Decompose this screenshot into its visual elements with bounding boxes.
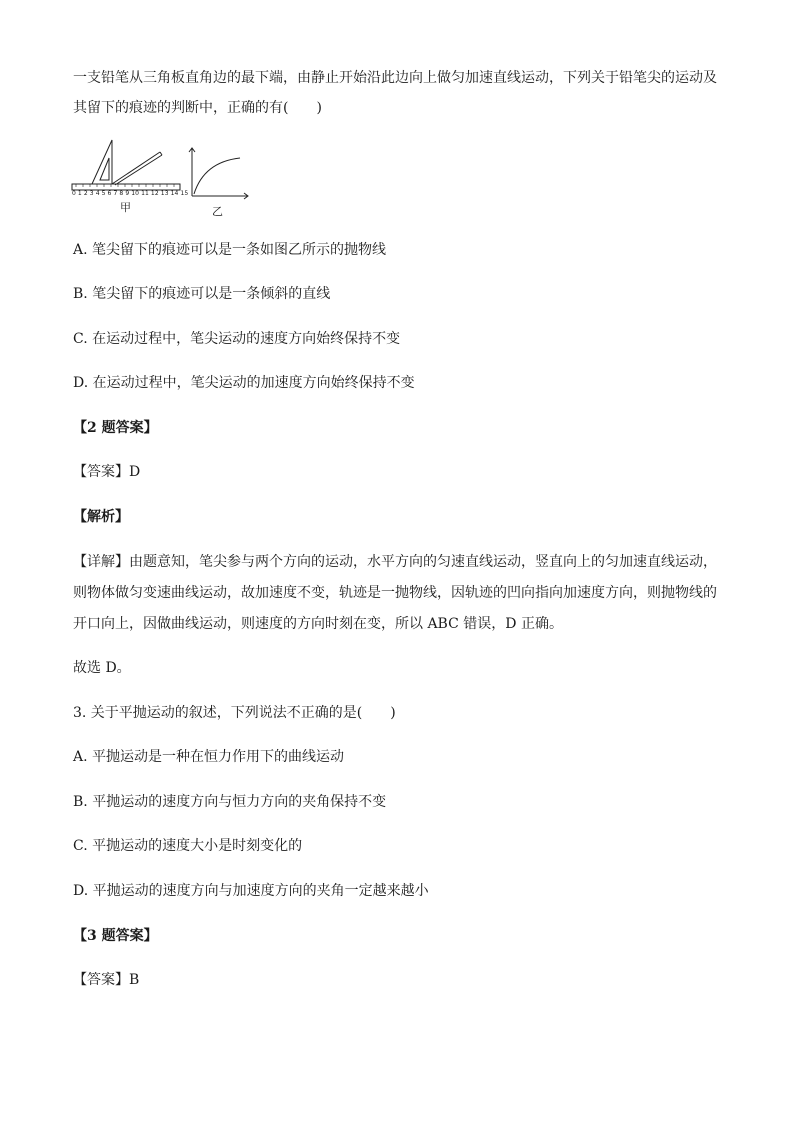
q3-option-c: C. 平抛运动的速度大小是时刻变化的 xyxy=(73,838,303,854)
q2-detail-line1: 【详解】由题意知，笔尖参与两个方向的运动，水平方向的匀速直线运动，竖直向上的匀加速直线运动， xyxy=(73,554,717,570)
triangle-ruler-and-curve-diagram xyxy=(70,138,260,224)
figure-yi-drawing xyxy=(189,148,248,199)
q2-option-b: B. 笔尖留下的痕迹可以是一条倾斜的直线 xyxy=(73,286,331,302)
figure-label-jia: 甲 xyxy=(120,201,131,214)
parabola-curve xyxy=(194,158,240,194)
q2-option-a: A. 笔尖留下的痕迹可以是一条如图乙所示的抛物线 xyxy=(73,242,387,258)
q2-detail-line3: 开口向上，因做曲线运动，则速度的方向时刻在变，所以 ABC 错误，D 正确。 xyxy=(73,616,563,632)
q2-figure xyxy=(70,138,260,224)
q2-option-c: C. 在运动过程中，笔尖运动的速度方向始终保持不变 xyxy=(73,331,401,347)
q2-option-d: D. 在运动过程中，笔尖运动的加速度方向始终保持不变 xyxy=(73,375,415,391)
figure-jia-drawing xyxy=(72,140,180,190)
q3-option-a: A. 平抛运动是一种在恒力作用下的曲线运动 xyxy=(73,749,345,765)
ruler-scale-numbers: 0 1 2 3 4 5 6 7 8 9 10 11 12 13 14 15 xyxy=(72,190,189,197)
q2-stem-line1: 一支铅笔从三角板直角边的最下端，由静止开始沿此边向上做匀加速直线运动，下列关于铅笔尖的运动及 xyxy=(73,70,717,86)
q3-option-d: D. 平抛运动的速度方向与加速度方向的夹角一定越来越小 xyxy=(73,883,429,899)
q2-analysis-header: 【解析】 xyxy=(73,509,129,525)
q2-detail-line2: 则物体做匀变速曲线运动，故加速度不变，轨迹是一抛物线，因轨迹的凹向指向加速度方向，则抛物线的 xyxy=(73,585,717,601)
q2-conclusion: 故选 D。 xyxy=(73,660,131,676)
q3-answer: 【答案】B xyxy=(73,972,140,988)
q3-option-b: B. 平抛运动的速度方向与恒力方向的夹角保持不变 xyxy=(73,794,387,810)
q2-answer-header: 【2 题答案】 xyxy=(73,420,158,436)
q3-answer-header: 【3 题答案】 xyxy=(73,928,158,944)
q2-answer: 【答案】D xyxy=(73,464,141,480)
figure-label-yi: 乙 xyxy=(212,205,223,218)
q2-stem-line2: 其留下的痕迹的判断中，正确的有( ) xyxy=(73,100,322,116)
q3-stem: 3. 关于平抛运动的叙述，下列说法不正确的是( ) xyxy=(73,705,396,721)
